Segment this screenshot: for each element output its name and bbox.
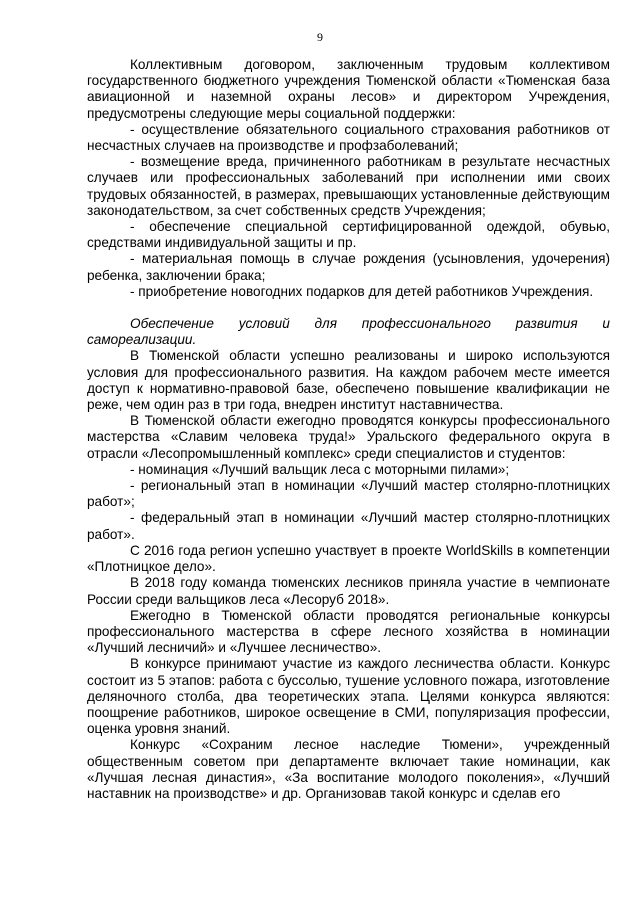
list-item-nomination-fellers: - номинация «Лучший вальщик леса с моторными пилами»;	[130, 461, 510, 477]
paragraph-development-conditions: В Тюменской области успешно реализованы и широко используются условия для профессионального развития. На каждом рабочем месте имеется доступ к нормативно-правовой базе, обеспечено повышение квалификации не реже, чем один раз в три года, внедрен институт наставничества.	[87, 348, 610, 413]
list-item-new-year-gifts: - приобретение новогодних подарков для детей работников Учреждения.	[130, 283, 594, 299]
list-item-regional-stage: - региональный этап в номинации «Лучший мастер столярно-плотницких работ»;	[87, 478, 610, 510]
paragraph-contest-stages: В конкурсе принимают участие из каждого лесничества области. Конкурс состоит из 5 этапов: работа с буссолью, тушение условного пожара, изготовление деляночного столба, два теоретических этапа. Целями конкурса являются: поощрение работников, широкое освещение в СМИ, популяризация профессии, оценка уровня знаний.	[87, 656, 610, 737]
paragraph-forest-heritage-contest: Конкурс «Сохраним лесное наследие Тюмени», учрежденный общественным советом при департаменте включает такие номинации, как «Лучшая лесная династия», «За воспитание молодого поколения», «Лучший наставник на производстве» и др. Организовав такой конкурс и сделав его	[87, 737, 610, 801]
section-heading-professional-development: Обеспечение условий для профессионального развития и самореализации.	[87, 316, 610, 348]
list-item-social-insurance: - осуществление обязательного социального страхования работников от несчастных случаев на производстве и профзаболеваний;	[87, 121, 610, 154]
list-item-federal-stage: - федеральный этап в номинации «Лучший мастер столярно-плотницких работ».	[87, 510, 610, 542]
list-item-financial-aid: - материальная помощь в случае рождения (усыновления, удочерения) ребенка, заключении брака;	[87, 251, 610, 283]
paragraph-lesorub-2018: В 2018 году команда тюменских лесников приняла участие в чемпионате России среди вальщиков леса «Лесоруб 2018».	[87, 575, 610, 607]
list-item-damage-compensation: - возмещение вреда, причиненного работникам в результате несчастных случаев или профессиональных заболеваний при исполнении ими своих трудовых обязанностей, в размерах, превышающих установленные действующим законодательством, за счет собственных средств Учреждения;	[87, 154, 610, 218]
paragraph-regional-contests: Ежегодно в Тюменской области проводятся региональные конкурсы профессионального мастерства в сфере лесного хозяйства в номинации «Лучший лесничий» и «Лучшее лесничество».	[87, 607, 610, 656]
list-item-protective-clothing: - обеспечение специальной сертифицированной одеждой, обувью, средствами индивидуальной защиты и пр.	[87, 219, 610, 251]
document-body	[87, 57, 610, 802]
paragraph-worldskills: С 2016 года регион успешно участвует в проекте WorldSkills в компетенции «Плотницкое дело».	[87, 542, 610, 575]
page-number: 9	[317, 30, 323, 44]
paragraph-collective-agreement: Коллективным договором, заключенным трудовым коллективом государственного бюджетного учреждения Тюменской области «Тюменская база авиационной и наземной охраны лесов» и директором Учреждения, предусмотрены следующие меры социальной поддержки:	[87, 57, 610, 121]
paragraph-competitions: В Тюменской области ежегодно проводятся конкурсы профессионального мастерства «Славим человека труда!» Уральского федерального округа в отрасли «Лесопромышленный комплекс» среди специалистов и студентов:	[87, 413, 610, 461]
